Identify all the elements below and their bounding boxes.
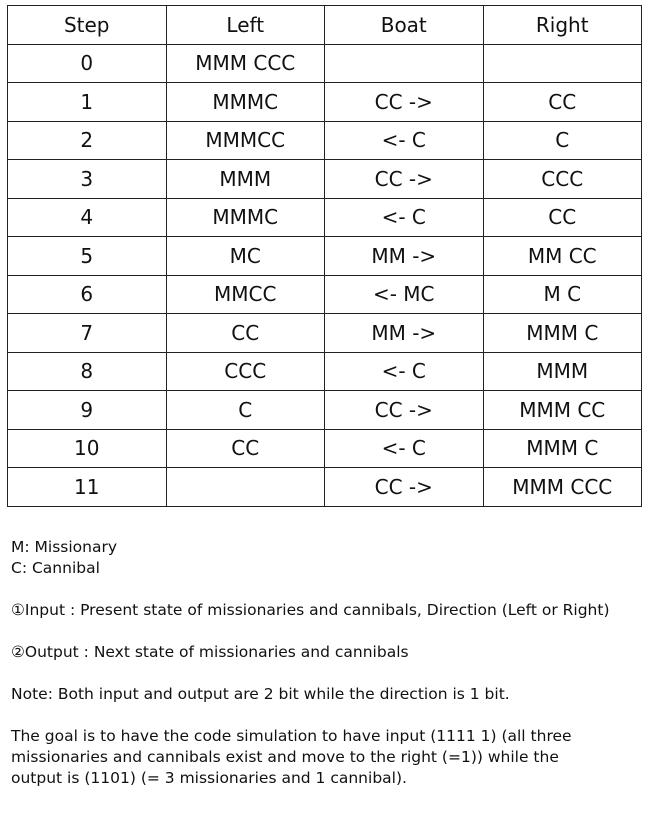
cell-step: 5 [8, 237, 167, 276]
cell-left: MMMC [166, 83, 325, 122]
cell-boat: CC -> [325, 468, 484, 507]
cell-left [166, 468, 325, 507]
legend-cannibal: C: Cannibal [11, 559, 100, 577]
output-description: ②Output : Next state of missionaries and cannibals [11, 643, 409, 661]
cell-right: MMM CCC [483, 468, 642, 507]
cell-right: MMM CC [483, 391, 642, 430]
cell-step: 9 [8, 391, 167, 430]
table-row [8, 314, 642, 353]
cell-step: 6 [8, 275, 167, 314]
table-row [8, 237, 642, 276]
cell-right: CC [483, 83, 642, 122]
cell-boat: CC -> [325, 391, 484, 430]
header-right: Right [483, 6, 642, 45]
bit-note: Note: Both input and output are 2 bit while the direction is 1 bit. [11, 685, 510, 703]
table-row [8, 121, 642, 160]
cell-right: CCC [483, 160, 642, 199]
cell-step: 3 [8, 160, 167, 199]
cell-boat [325, 44, 484, 83]
header-step: Step [8, 6, 167, 45]
table-row [8, 160, 642, 199]
cell-boat: MM -> [325, 314, 484, 353]
legend-missionary: M: Missionary [11, 538, 118, 556]
cell-right: MMM [483, 352, 642, 391]
table-row [8, 468, 642, 507]
table-row [8, 83, 642, 122]
goal-description: The goal is to have the code simulation to have input (1111 1) (all three missionaries and cannibals exist and move to the right (=1)) while the output is (1101) (= 3 missionaries and 1 cannibal). [11, 727, 572, 787]
header-left: Left [166, 6, 325, 45]
cell-boat: <- C [325, 429, 484, 468]
cell-left: CC [166, 314, 325, 353]
cell-left: CCC [166, 352, 325, 391]
table-header-row [8, 6, 642, 45]
cell-right: MMM C [483, 314, 642, 353]
cell-right: CC [483, 198, 642, 237]
cell-right [483, 44, 642, 83]
table-row [8, 352, 642, 391]
cell-left: MMCC [166, 275, 325, 314]
cell-boat: <- C [325, 121, 484, 160]
cell-left: C [166, 391, 325, 430]
cell-left: MMM [166, 160, 325, 199]
table-row [8, 275, 642, 314]
cell-boat: MM -> [325, 237, 484, 276]
state-table [7, 5, 642, 507]
cell-step: 7 [8, 314, 167, 353]
table-row [8, 198, 642, 237]
cell-step: 1 [8, 83, 167, 122]
table-row [8, 429, 642, 468]
legend [11, 537, 611, 579]
table-row [8, 44, 642, 83]
cell-right: MM CC [483, 237, 642, 276]
cell-boat: <- C [325, 198, 484, 237]
cell-step: 0 [8, 44, 167, 83]
cell-right: M C [483, 275, 642, 314]
table-row [8, 391, 642, 430]
cell-boat: <- MC [325, 275, 484, 314]
input-description: ①Input : Present state of missionaries and cannibals, Direction (Left or Right) [11, 601, 610, 619]
cell-left: MMM CCC [166, 44, 325, 83]
cell-left: CC [166, 429, 325, 468]
cell-left: MMMCC [166, 121, 325, 160]
cell-step: 4 [8, 198, 167, 237]
cell-boat: CC -> [325, 83, 484, 122]
cell-step: 10 [8, 429, 167, 468]
cell-right: MMM C [483, 429, 642, 468]
cell-step: 8 [8, 352, 167, 391]
cell-boat: <- C [325, 352, 484, 391]
header-boat: Boat [325, 6, 484, 45]
cell-left: MC [166, 237, 325, 276]
cell-step: 11 [8, 468, 167, 507]
notes-section [11, 537, 611, 789]
cell-step: 2 [8, 121, 167, 160]
cell-right: C [483, 121, 642, 160]
cell-left: MMMC [166, 198, 325, 237]
table-body [8, 44, 642, 506]
cell-boat: CC -> [325, 160, 484, 199]
